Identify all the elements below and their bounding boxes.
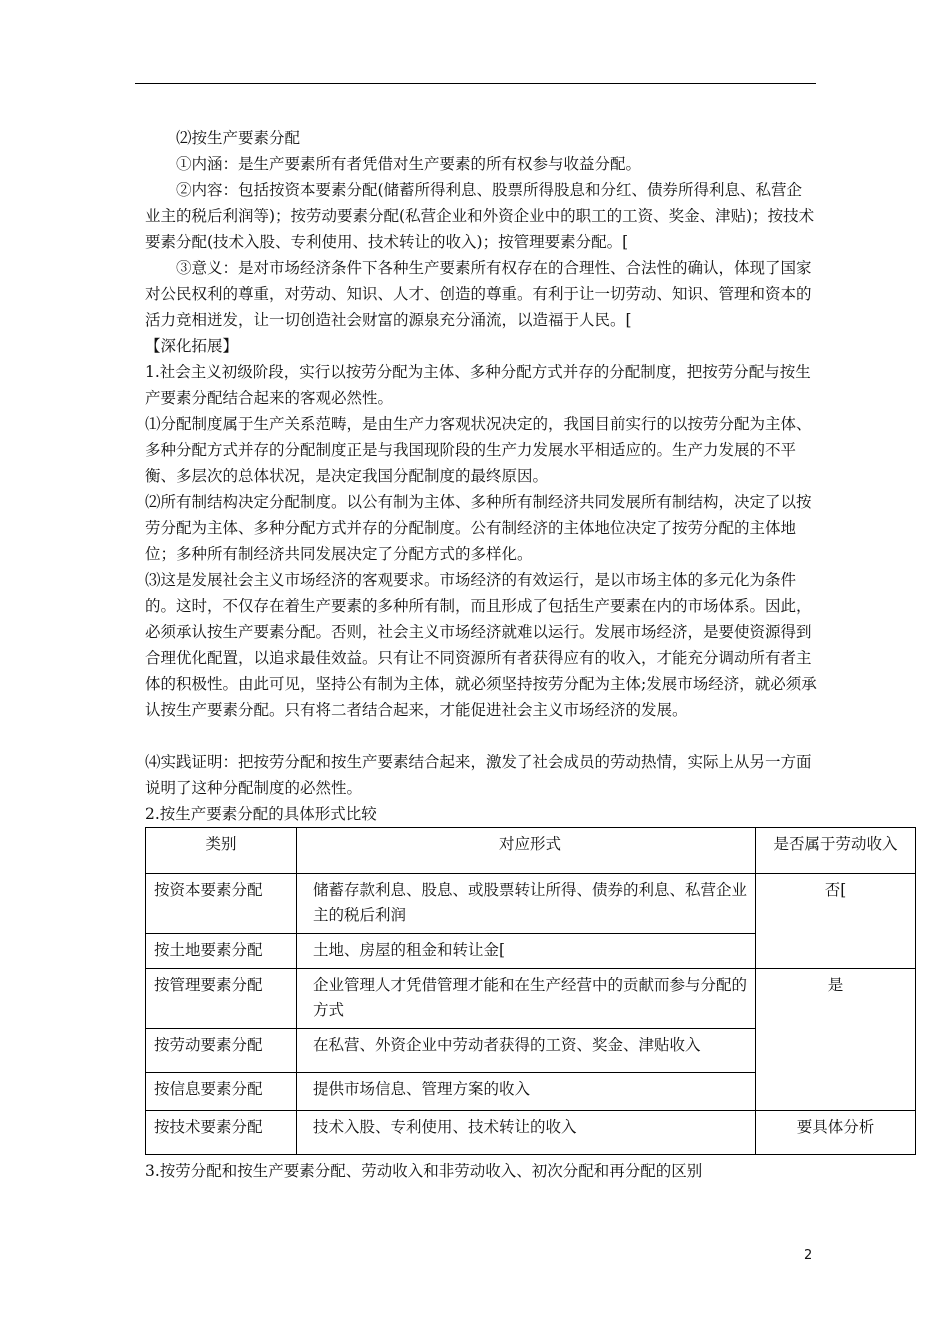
document-body	[145, 125, 898, 1184]
section-heading: ⑵按生产要素分配	[176, 129, 301, 147]
paragraph-connotation: ①内涵：是生产要素所有者凭借对生产要素的所有权参与收益分配。	[176, 155, 642, 173]
point-1: ⑴分配制度属于生产关系范畴，是由生产力客观状况决定的，我国目前实行的以按劳分配为主体、多种分配方式并存的分配制度正是与我国现阶段的生产力发展水平相适应的。生产力发展的不平衡、多层次的总体状况，是决定我国分配制度的最终原因。	[145, 415, 812, 485]
header-form: 对应形式	[297, 828, 756, 874]
distribution-forms-table	[145, 827, 916, 1155]
paragraph-content: ②内容：包括按资本要素分配(储蓄所得利息、股票所得股息和分红、债券所得利息、私营企业主的税后利润等)；按劳动要素分配(私营企业和外资企业中的职工的工资、奖金、津贴)；按技术要素分配(技术入股、专利使用、技术转让的收入)；按管理要素分配。[	[145, 181, 815, 251]
row-form: 企业管理人才凭借管理才能和在生产经营中的贡献而参与分配的方式	[297, 969, 756, 1029]
labor-yes-cell: 是	[756, 969, 916, 1111]
row-form: 储蓄存款利息、股息、或股票转让所得、债券的利息、私营企业主的税后利润	[297, 874, 756, 934]
item3-heading: 3.按劳分配和按生产要素分配、劳动收入和非劳动收入、初次分配和再分配的区别	[145, 1162, 703, 1180]
point-3: ⑶这是发展社会主义市场经济的客观要求。市场经济的有效运行，是以市场主体的多元化为条件的。这时，不仅存在着生产要素的多种所有制，而且形成了包括生产要素在内的市场体系。因此，必须承认按生产要素分配。否则，社会主义市场经济就难以运行。发展市场经济，是要使资源得到合理优化配置，以追求最佳效益。只有让不同资源所有者获得应有的收入，才能充分调动所有者主体的积极性。由此可见，坚持公有制为主体，就必须坚持按劳分配为主体;发展市场经济，就必须承认按生产要素分配。只有将二者结合起来，才能促进社会主义市场经济的发展。	[145, 571, 817, 719]
table-header-row	[146, 828, 916, 874]
deepen-title: 【深化拓展】	[145, 337, 239, 355]
point-4: ⑷实践证明：把按劳分配和按生产要素结合起来，激发了社会成员的劳动热情，实际上从另一方面说明了这种分配制度的必然性。	[145, 753, 812, 797]
item2-heading: 2.按生产要素分配的具体形式比较	[145, 805, 377, 823]
row-type: 按土地要素分配	[146, 934, 297, 969]
blank-line	[145, 723, 817, 749]
labor-no-cell: 否[	[756, 874, 916, 969]
row-form: 提供市场信息、管理方案的收入	[297, 1073, 756, 1111]
row-type: 按管理要素分配	[146, 969, 297, 1029]
row-type: 按信息要素分配	[146, 1073, 297, 1111]
row-form: 土地、房屋的租金和转让金[	[297, 934, 756, 969]
row-form: 技术入股、专利使用、技术转让的收入	[297, 1111, 756, 1155]
row-type: 按劳动要素分配	[146, 1029, 297, 1073]
row-type: 按资本要素分配	[146, 874, 297, 934]
header-category: 类别	[146, 828, 297, 874]
item1-heading: 1.社会主义初级阶段，实行以按劳分配为主体、多种分配方式并存的分配制度，把按劳分配与按生产要素分配结合起来的客观必然性。	[145, 363, 811, 407]
table-row	[146, 874, 916, 934]
row-form: 在私营、外资企业中劳动者获得的工资、奖金、津贴收入	[297, 1029, 756, 1073]
table-row	[146, 969, 916, 1029]
header-rule	[135, 83, 816, 84]
row-type: 按技术要素分配	[146, 1111, 297, 1155]
page-number: 2	[804, 1248, 813, 1263]
header-labor-income: 是否属于劳动收入	[756, 828, 916, 874]
paragraph-significance: ③意义：是对市场经济条件下各种生产要素所有权存在的合理性、合法性的确认，体现了国家对公民权利的尊重，对劳动、知识、人才、创造的尊重。有利于让一切劳动、知识、管理和资本的活力竞相迸发，让一切创造社会财富的源泉充分涌流，以造福于人民。[	[145, 259, 812, 329]
table-row	[146, 1111, 916, 1155]
labor-depends-cell: 要具体分析	[756, 1111, 916, 1155]
point-2: ⑵所有制结构决定分配制度。以公有制为主体、多种所有制经济共同发展所有制结构，决定了以按劳分配为主体、多种分配方式并存的分配制度。公有制经济的主体地位决定了按劳分配的主体地位；多种所有制经济共同发展决定了分配方式的多样化。	[145, 493, 812, 563]
